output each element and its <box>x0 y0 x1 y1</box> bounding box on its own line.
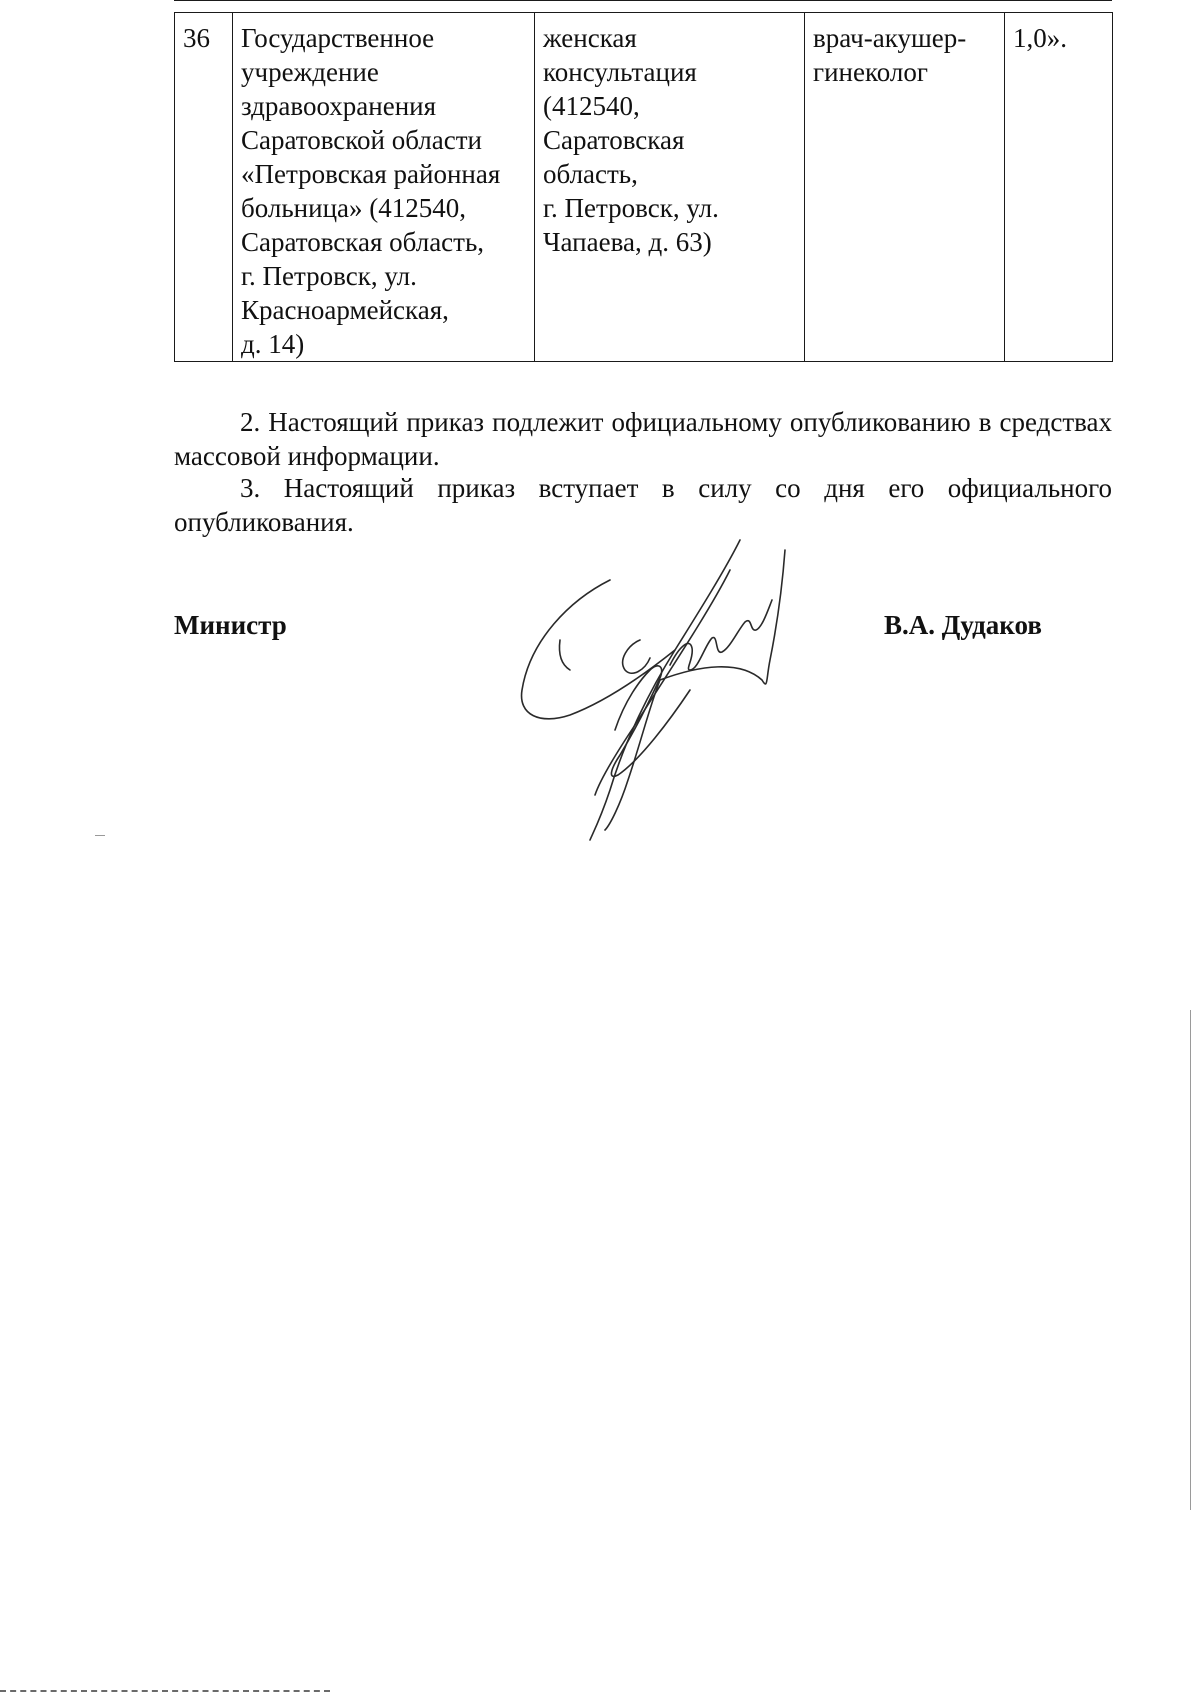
position-cell <box>805 13 1005 362</box>
paragraph-item-2 <box>174 405 1112 473</box>
handwritten-signature-icon <box>500 530 820 850</box>
signatory-title: Министр <box>174 610 287 640</box>
unit-text: женская консультация (412540, Саратовская область, г. Петровск, ул. Чапаева, д. 63) <box>543 23 719 257</box>
row-number: 36 <box>183 23 210 53</box>
row-number-cell <box>175 13 233 362</box>
table-top-rule <box>174 0 1112 1</box>
scan-artifact-mark <box>95 835 105 836</box>
table-row <box>175 13 1113 362</box>
unit-cell <box>535 13 805 362</box>
rate-text: 1,0». <box>1013 23 1067 53</box>
paragraph-item-3-text: 3. Настоящий приказ вступает в силу со дня его официального опубликования. <box>174 473 1112 537</box>
positions-table <box>174 12 1113 362</box>
rate-cell <box>1005 13 1113 362</box>
paragraph-item-2-text: 2. Настоящий приказ подлежит официальному опубликованию в средствах массовой информации. <box>174 407 1112 471</box>
organization-text: Государственное учреждение здравоохранения Саратовской области «Петровская районная больница» (412540, Саратовская область, г. Петровск, ул. Красноармейская, д. 14) <box>241 23 501 359</box>
organization-cell <box>233 13 535 362</box>
scan-artifact-bottom <box>0 1690 330 1692</box>
paragraph-item-3 <box>174 471 1112 539</box>
position-text: врач-акушер- гинеколог <box>813 23 967 87</box>
scan-artifact-edge <box>1190 1010 1191 1510</box>
signatory-name: В.А. Дудаков <box>884 610 1042 640</box>
